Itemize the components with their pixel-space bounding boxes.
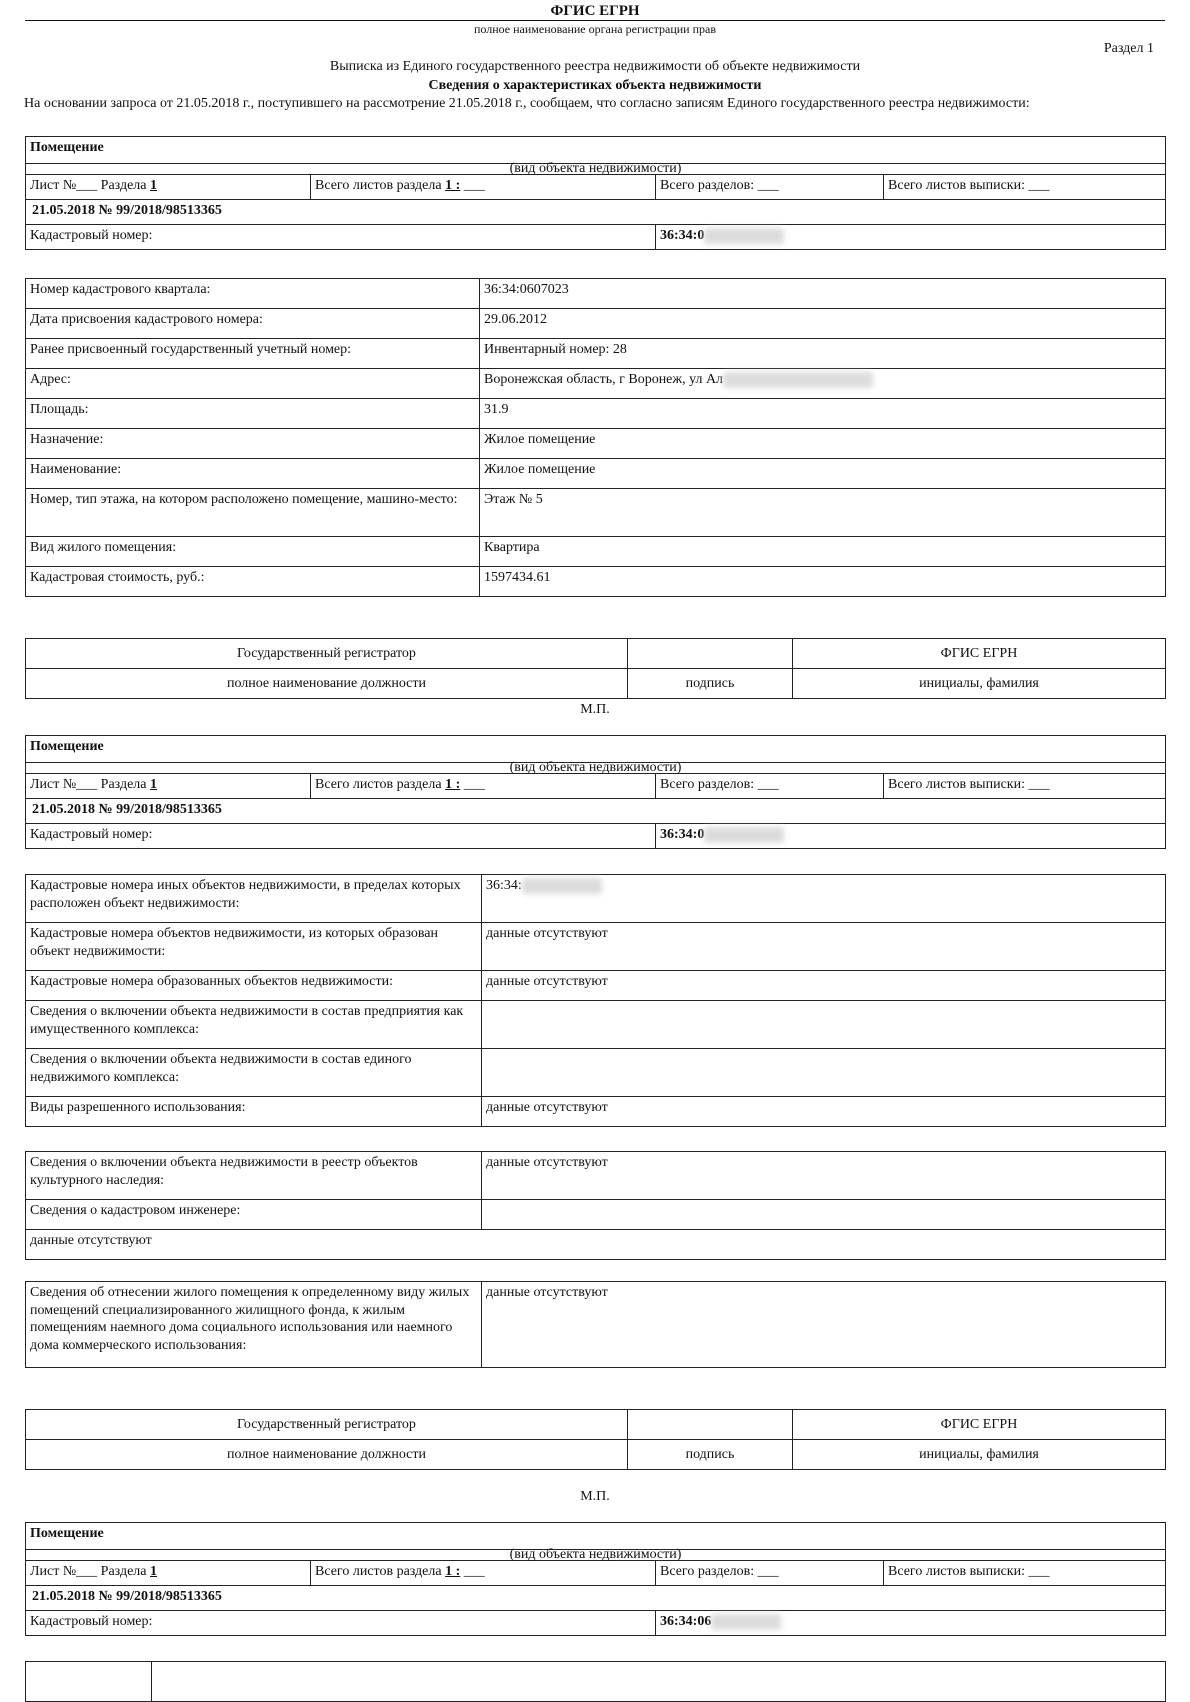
char-label: Площадь: (26, 399, 480, 429)
org-title: ФГИС ЕГРН (550, 3, 640, 19)
heritage-engineer-table (25, 1151, 1166, 1260)
engineer-label: Сведения о кадастровом инженере: (26, 1200, 482, 1230)
row-label: Кадастровые номера образованных объектов недвижимости: (26, 971, 482, 1001)
object-header-table-1 (25, 136, 1166, 250)
sheet-number-cell (26, 175, 311, 200)
sections-total: Всего разделов: ___ (656, 175, 884, 200)
char-label: Дата присвоения кадастрового номера: (26, 309, 480, 339)
stamp-mark: М.П. (580, 702, 610, 717)
redaction-blur (704, 228, 784, 244)
char-label: Номер, тип этажа, на котором расположено помещение, машино-место: (26, 489, 480, 537)
heritage-value: данные отсутствуют (482, 1152, 1166, 1200)
object-header-table-3 (25, 1522, 1166, 1636)
char-value: Этаж № 5 (480, 489, 1166, 537)
sheet-number-cell (26, 1561, 311, 1586)
cadastral-label: Кадастровый номер: (26, 824, 656, 849)
char-label: Номер кадастрового квартала: (26, 279, 480, 309)
signature-caption: подпись (628, 669, 793, 699)
row-label: Сведения о включении объекта недвижимости в состав единого недвижимого комплекса: (26, 1049, 482, 1097)
date-number: 21.05.2018 № 99/2018/98513365 (26, 799, 1166, 824)
cadastral-value: 36:34:06 (660, 1614, 712, 1629)
org-title-rule (25, 20, 1165, 21)
specialized-housing-value: данные отсутствуют (482, 1282, 1166, 1368)
char-label: Адрес: (26, 369, 480, 399)
heritage-label: Сведения о включении объекта недвижимости в реестр объектов культурного наследия: (26, 1152, 482, 1200)
row-value: данные отсутствуют (482, 923, 1166, 971)
sheet-label: Лист №___ Раздела (30, 178, 147, 193)
row-label: Сведения о включении объекта недвижимости в состав предприятия как имущественного комплекса: (26, 1001, 482, 1049)
engineer-blank (482, 1200, 1166, 1230)
object-type-caption: (вид объекта недвижимости) (26, 763, 1166, 774)
specialized-housing-label: Сведения об отнесении жилого помещения к определенному виду жилых помещений специализированного жилищного фонда, к жилым помещениям наемного дома социального использования или наемного дома коммерческого использования: (26, 1282, 482, 1368)
sheets-in-section-value: 1 : (445, 777, 461, 792)
signature-table-1 (25, 638, 1166, 699)
section-number: 1 (150, 1564, 157, 1579)
char-label: Наименование: (26, 459, 480, 489)
row-value (482, 1049, 1166, 1097)
org-caption: полное наименование органа регистрации прав (473, 22, 717, 36)
char-label: Ранее присвоенный государственный учетный номер: (26, 339, 480, 369)
extract-title: Выписка из Единого государственного реестра недвижимости об объекте недвижимости (329, 59, 861, 74)
sheets-in-section-value: 1 : (445, 1564, 461, 1579)
sections-total: Всего разделов: ___ (656, 774, 884, 799)
sheets-total: Всего листов выписки: ___ (884, 774, 1166, 799)
sheets-suffix: ___ (463, 777, 485, 792)
cadastral-value: 36:34:0 (660, 827, 705, 842)
object-type-caption: (вид объекта недвижимости) (26, 164, 1166, 175)
sheet-label: Лист №___ Раздела (30, 1564, 147, 1579)
cadastral-value-cell (656, 225, 1166, 250)
char-label: Кадастровая стоимость, руб.: (26, 567, 480, 597)
cadastral-value: 36:34:0 (660, 228, 705, 243)
registrar-position: Государственный регистратор (26, 1410, 628, 1440)
sheet-label: Лист №___ Раздела (30, 777, 147, 792)
date-number: 21.05.2018 № 99/2018/98513365 (26, 200, 1166, 225)
char-value: 1597434.61 (480, 567, 1166, 597)
char-label: Вид жилого помещения: (26, 537, 480, 567)
redaction-blur (711, 1614, 781, 1630)
position-caption: полное наименование должности (26, 669, 628, 699)
row-value (482, 1001, 1166, 1049)
cadastral-label: Кадастровый номер: (26, 1611, 656, 1636)
name-caption: инициалы, фамилия (793, 1440, 1166, 1470)
section-number: 1 (150, 777, 157, 792)
char-value: 36:34:0607023 (480, 279, 1166, 309)
section-label: Раздел 1 (1103, 41, 1154, 56)
object-type: Помещение (26, 137, 1166, 164)
object-header-table-2 (25, 735, 1166, 849)
char-value: Воронежская область, г Воронеж, ул Ал (484, 372, 724, 387)
sheets-in-section-label: Всего листов раздела (315, 1564, 442, 1579)
sheets-in-section-cell (311, 175, 656, 200)
object-type: Помещение (26, 1523, 1166, 1550)
basis-text: На основании запроса от 21.05.2018 г., поступившего на рассмотрение 21.05.2018 г., сообщаем, что согласно записям Единого государственного реестра недвижимости: (24, 96, 1030, 111)
row-value: 36:34: (486, 878, 522, 893)
row-label: Виды разрешенного использования: (26, 1097, 482, 1127)
section-number: 1 (150, 178, 157, 193)
registrar-name: ФГИС ЕГРН (793, 639, 1166, 669)
date-number: 21.05.2018 № 99/2018/98513365 (26, 1586, 1166, 1611)
sheet-number-cell (26, 774, 311, 799)
next-table-partial (25, 1661, 1166, 1702)
signature-caption: подпись (628, 1440, 793, 1470)
sheets-suffix: ___ (463, 178, 485, 193)
sheets-in-section-label: Всего листов раздела (315, 777, 442, 792)
char-value: Инвентарный номер: 28 (480, 339, 1166, 369)
related-objects-table (25, 874, 1166, 1127)
cadastral-value-cell (656, 824, 1166, 849)
char-value: 31.9 (480, 399, 1166, 429)
redaction-blur (522, 878, 602, 894)
signature-field (628, 639, 793, 669)
char-value: 29.06.2012 (480, 309, 1166, 339)
name-caption: инициалы, фамилия (793, 669, 1166, 699)
cadastral-value-cell (656, 1611, 1166, 1636)
partial-cell (26, 1662, 152, 1702)
signature-field (628, 1410, 793, 1440)
object-type: Помещение (26, 736, 1166, 763)
address-cell (480, 369, 1166, 399)
partial-cell (152, 1662, 1166, 1702)
object-type-caption: (вид объекта недвижимости) (26, 1550, 1166, 1561)
row-label: Кадастровые номера объектов недвижимости, из которых образован объект недвижимости: (26, 923, 482, 971)
char-value: Квартира (480, 537, 1166, 567)
sheets-in-section-cell (311, 774, 656, 799)
registrar-position: Государственный регистратор (26, 639, 628, 669)
signature-table-2 (25, 1409, 1166, 1470)
specialized-housing-table (25, 1281, 1166, 1368)
char-value: Жилое помещение (480, 429, 1166, 459)
redaction-blur (723, 372, 873, 388)
sheets-in-section-value: 1 : (445, 178, 461, 193)
cadastral-label: Кадастровый номер: (26, 225, 656, 250)
sheets-total: Всего листов выписки: ___ (884, 1561, 1166, 1586)
redaction-blur (704, 827, 784, 843)
extract-subtitle: Сведения о характеристиках объекта недвижимости (428, 78, 762, 93)
row-value: данные отсутствуют (482, 1097, 1166, 1127)
sheets-in-section-label: Всего листов раздела (315, 178, 442, 193)
row-value: данные отсутствуют (482, 971, 1166, 1001)
engineer-value: данные отсутствуют (26, 1230, 1166, 1260)
characteristics-table (25, 278, 1166, 597)
registrar-name: ФГИС ЕГРН (793, 1410, 1166, 1440)
sheets-total: Всего листов выписки: ___ (884, 175, 1166, 200)
sections-total: Всего разделов: ___ (656, 1561, 884, 1586)
stamp-mark: М.П. (580, 1489, 610, 1504)
char-value: Жилое помещение (480, 459, 1166, 489)
parent-objects-cell (482, 875, 1166, 923)
position-caption: полное наименование должности (26, 1440, 628, 1470)
row-label: Кадастровые номера иных объектов недвижимости, в пределах которых расположен объект недвижимости: (26, 875, 482, 923)
char-label: Назначение: (26, 429, 480, 459)
sheets-suffix: ___ (463, 1564, 485, 1579)
sheets-in-section-cell (311, 1561, 656, 1586)
